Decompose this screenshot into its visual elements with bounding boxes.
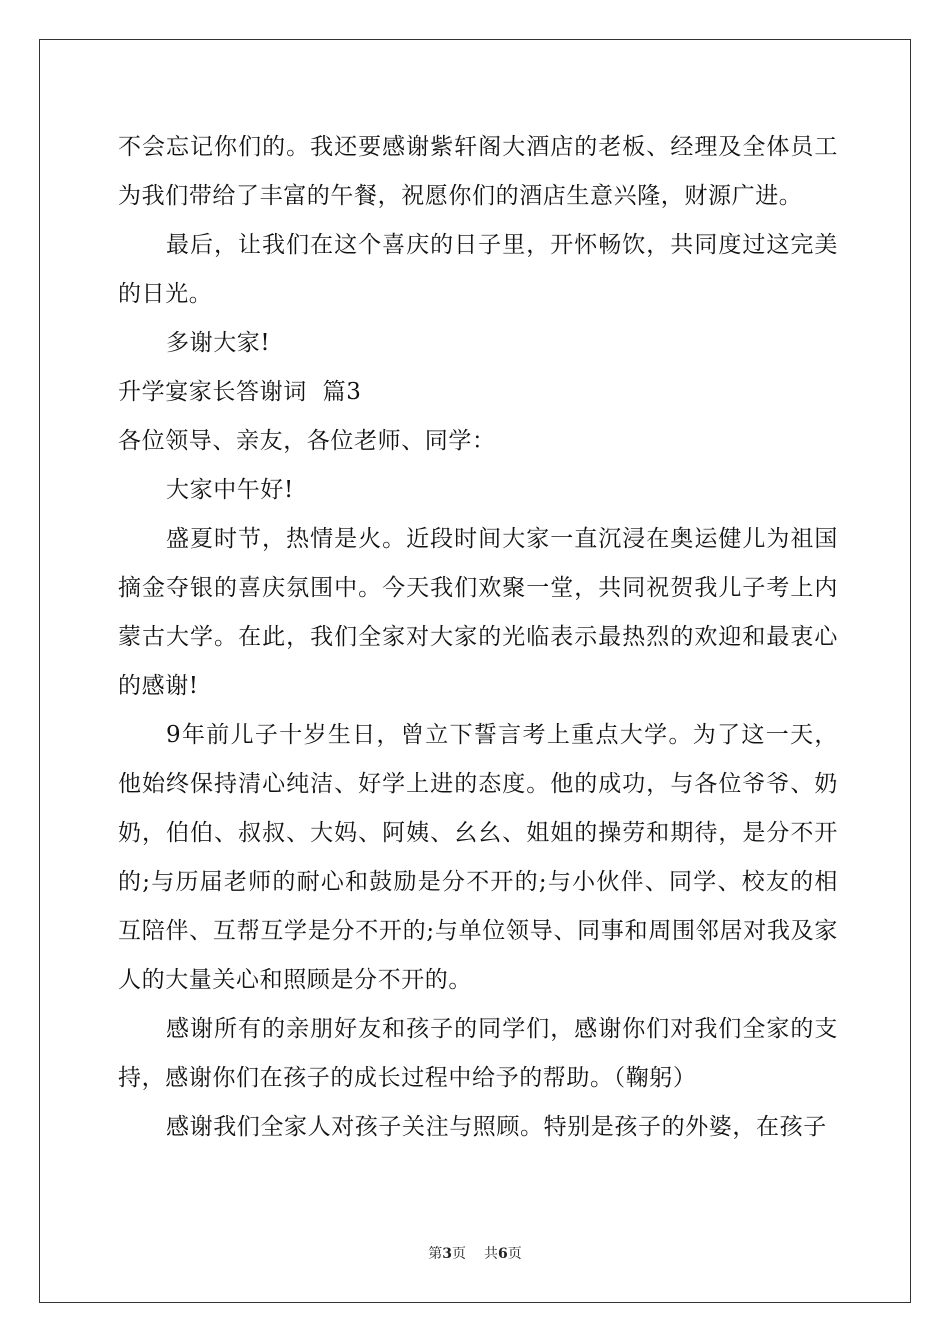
paragraph: 最后，让我们在这个喜庆的日子里，开怀畅饮，共同度过这完美的日光。	[118, 232, 838, 307]
salutation: 各位领导、亲友，各位老师、同学：	[118, 428, 496, 454]
total-suffix: 页	[507, 1246, 522, 1262]
paragraph: 9年前儿子十岁生日，曾立下誓言考上重点大学。为了这一天，他始终保持清心纯洁、好学上进的态度。他的成功，与各位爷爷、奶奶，伯伯、叔叔、大妈、阿姨、幺幺、姐姐的操劳和期待，是分不开的;与历届老师的耐心和鼓励是分不开的;与小伙伴、同学、校友的相互陪伴、互帮互学是分不开的;与单位领导、同事和周围邻居对我及家人的大量关心和照顾是分不开的。	[118, 722, 838, 993]
page-footer	[0, 1245, 950, 1263]
page-suffix: 页	[452, 1246, 466, 1262]
paragraph: 盛夏时节，热情是火。近段时间大家一直沉浸在奥运健儿为祖国摘金夺银的喜庆氛围中。今天我们欢聚一堂，共同祝贺我儿子考上内蒙古大学。在此，我们全家对大家的光临表示最热烈的欢迎和最衷心的感谢!	[118, 526, 838, 699]
paragraph: 多谢大家!	[166, 330, 271, 356]
paragraph: 感谢我们全家人对孩子关注与照顾。特别是孩子的外婆，在孩子	[166, 1114, 827, 1140]
paragraph: 不会忘记你们的。我还要感谢紫轩阁大酒店的老板、经理及全体员工为我们带给了丰富的午餐，祝愿你们的酒店生意兴隆，财源广进。	[118, 134, 838, 209]
section-heading: 升学宴家长答谢词 篇3	[118, 379, 362, 405]
paragraph: 感谢所有的亲朋好友和孩子的同学们，感谢你们对我们全家的支持，感谢你们在孩子的成长过程中给予的帮助。（鞠躬）	[118, 1016, 838, 1091]
page-number: 3	[442, 1246, 452, 1262]
paragraph: 大家中午好!	[166, 477, 294, 503]
document-body	[118, 123, 838, 1152]
page-prefix: 第	[428, 1246, 443, 1262]
total-prefix: 共	[484, 1246, 498, 1262]
total-pages: 6	[498, 1246, 508, 1262]
